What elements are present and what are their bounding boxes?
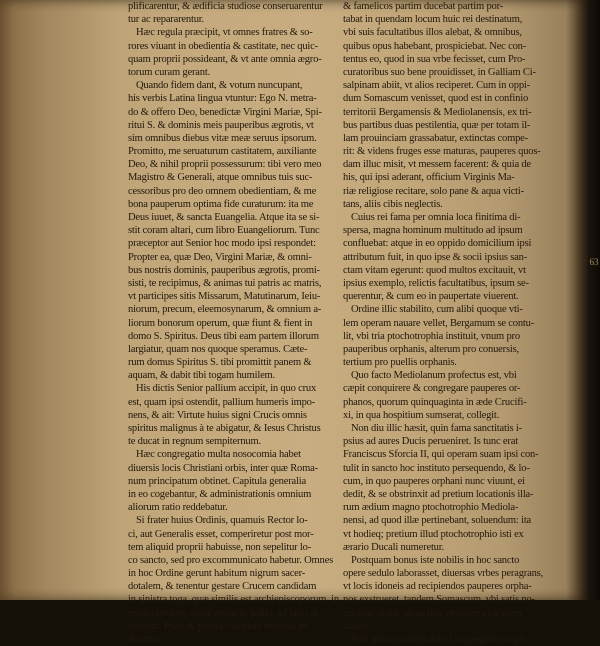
text-line: vt locis idoneis ad recipiendos pauperes orpha- [343, 581, 532, 593]
text-line: lem operam nauare vellet, Bergamum se contu- [343, 317, 535, 329]
text-line: opere sedulo laborasset, diuersas vrbes peragrans, [343, 568, 543, 580]
text-line: quam proprii possideant, & vt ante omnia ægro- [128, 53, 322, 65]
text-line: sim omnibus diebus vitæ meæ seruus ipsorum. [128, 132, 317, 144]
text-line: sisti, te recipimus, & animas tui patris ac matris, [128, 277, 322, 289]
text-line: Non diu illic hæsit, quin fama sanctitatis i- [351, 423, 522, 434]
text-line: liorum bonorum operum, quæ fiunt & fient in [128, 317, 313, 329]
text-line: dam illuc misit, vt messem facerent: & quia de [343, 159, 531, 171]
text-line: his verbis Latina lingua vtuntur: Ego N. metra- [128, 93, 317, 105]
margin-page-number: 63 [589, 257, 599, 267]
text-line: in sinistra toga, quæ similis est archiepiscoporum, in [128, 594, 339, 606]
text-line: ærario Ducali numeretur. [343, 541, 444, 553]
text-line: vbi suis facultatibus illos alebat, & omnibus, [343, 27, 522, 39]
text-line: Hæc regula præcipit, vt omnes fratres & so- [136, 27, 313, 39]
text-line: Promitto, me seruaturum castitatem, auxiliante [128, 146, 317, 158]
text-line: præceptor aut Senior hoc modo ipsi respondet: [128, 238, 316, 250]
text-line: medio pectore, atque etiam in pallio, ad latus si- [128, 607, 321, 619]
left-text-column [128, 0, 343, 646]
text-line: largiatur, quam nos quoque speramus. Cæte- [128, 343, 308, 355]
text-line: dum Somascum venisset, quod est in confinio [343, 93, 529, 105]
text-line: nensi, ad quod illæ pertinebant, soluendum: ita [343, 515, 532, 527]
text-line: niorum, precum, eleemosynarum, & omnium a- [128, 304, 322, 316]
text-line: num principatum obtinet. Capitula generalia [128, 475, 306, 487]
text-line: His dictis Senior pallium accipit, in quo crux [136, 383, 317, 395]
text-line: & famelicos partim ducebat partim por- [343, 1, 504, 12]
text-line: Si frater huius Ordinis, quamuis Rector lo- [136, 515, 308, 527]
text-line: nistrum. Pueri & puellæ cæruleis vestibus in- [128, 620, 310, 632]
text-line: cessoribus pro deo omnem obedientiam, & me [128, 185, 317, 197]
text-line: rores viuant in obedientia & castitate, nec quic- [128, 40, 318, 52]
text-line: nos exstrueret, tandem Somascum, vbi satis no- [343, 594, 535, 606]
text-line: domo S. Spiritus. Deus tibi eam partem illorum [128, 330, 319, 342]
page-edge [588, 0, 600, 600]
text-line: Deo, & nihil proprii possessurum: tibi vero meo [128, 159, 322, 171]
text-line: riæ religiose recitare, solo pane & aqua victi- [343, 185, 524, 197]
text-line: Postquam bonus iste nobilis in hoc sancto [351, 554, 520, 566]
page-stain [0, 0, 120, 600]
text-line: his, qui ipsi aderant, officium Virginis Ma- [343, 172, 515, 184]
text-line: in eo cogebantur, & administrationis omnium [128, 488, 312, 500]
text-line: tertium pro puellis orphanis. [343, 357, 457, 369]
text-line: cæpit conquirere & congregare pauperes or- [343, 383, 521, 395]
text-line: clausit. [343, 620, 372, 632]
text-line: ritui S. & dominis meis pauperibus ægrotis, vt [128, 119, 314, 131]
text-line: attributum fuit, in quo ipse & socii ipsius san- [343, 251, 528, 263]
text-line: bus partibus duas pestilentia, quæ per totam il- [343, 119, 531, 131]
text-line: torum curam gerant. [128, 66, 211, 78]
text-line: ctam vitam egerunt: quod multos excitauit, vt [343, 264, 526, 276]
text-line: rit: & videns fruges esse maturas, pauperes quos- [343, 146, 541, 158]
text-line: spersa, magna hominum multitudo ad ipsum [343, 225, 523, 237]
text-line: curatoribus suo bene prouidisset, in Galliam Ci- [343, 66, 536, 78]
text-line: pauperibus orphanis, alterum pro conuersis, [343, 343, 519, 355]
text-line: tem aliquid proprii habuisse, non sepelitur lo- [128, 541, 312, 553]
text-line: ci, aut Generalis esset, comperiretur post mor- [128, 528, 314, 540]
text-line: tur ac repararentur. [128, 14, 204, 26]
text-line: aliorum ratio reddebatur. [128, 502, 228, 514]
text-line: te ducat in regnum sempiternum. [128, 436, 261, 448]
text-line: vt hodieq; pretium illud ptochotrophio isti ex [343, 528, 524, 540]
text-line: Magistro & Generali, atque omnibus tuis suc- [128, 172, 313, 184]
text-line: quibus opus habebant, prospiciebat. Nec con- [343, 40, 527, 52]
text-line: Deus iuuet, & sancta Euangelia. Atque ita se si- [128, 212, 320, 223]
text-line: plificarentur, & ædificia studiose conseruarentur [128, 1, 323, 12]
text-line: cum, in quo pauperes orphani nunc viuunt, ei [343, 475, 525, 487]
text-line: Franciscus Sforcia II, qui operam suam ipsi con- [343, 449, 539, 461]
text-line: Quando fidem dant, & votum nuncupant, [136, 80, 303, 92]
text-line: Cuius rei fama per omnia loca finitima di- [351, 212, 521, 223]
text-line: lit, vbi tria ptochotrophia instituit, vnum pro [343, 330, 520, 342]
text-line: phanos, quorum quinquaginta in æde Crucifi- [343, 396, 527, 408]
text-line: duuntur. [128, 634, 162, 645]
text-line: psius ad aures Ducis perueniret. Is tunc erat [343, 436, 518, 448]
text-line: do & offero Deo, benedictæ Virgini Mariæ, Spi- [128, 106, 322, 118]
text-line: Post ipsius mortem hæc Congregatio magis [351, 634, 527, 645]
text-line: salpinam abiit, vt alios reciperet. Cum in oppi- [343, 80, 530, 92]
text-line: bus nostris dominis, pauperibus ægrotis, promi- [128, 264, 320, 276]
text-line: co sancto, sed pro excommunicato habetur. Omnes [128, 554, 333, 566]
text-line: spiritus malignus à te abigatur, & Iesus Christus [128, 423, 321, 434]
text-line: tabat in quendam locum huic rei destinatum, [343, 14, 523, 26]
text-line: confluebat: atque in eo oppido domicilium ipsi [343, 238, 532, 250]
text-line: dedit, & se obstrinxit ad pretium locationis illa- [343, 488, 534, 500]
text-line: aquam, & dabit tibi togam humilem. [128, 370, 275, 382]
text-line: bona pauperum optima fide curaturum: ita me [128, 198, 314, 210]
right-text-column [343, 0, 556, 646]
text-line: tans, aliis cibis neglectis. [343, 198, 443, 210]
text-line: tus erat, rediit, atque illic vltimum vitæ diem [343, 607, 522, 619]
text-line: territorii Bergamensis & Mediolanensis, ex tri- [343, 106, 532, 118]
text-line: ipsius exemplo, relictis facultatibus, ipsum se- [343, 277, 529, 289]
text-line: dotalem, & tenentur gestare Crucem candidam [128, 581, 317, 593]
text-line: querentur, & cum eo in paupertate viuerent. [343, 291, 519, 303]
text-line: rum domus Spiritus S. tibi promittit panem & [128, 357, 312, 369]
text-line: Propter ea, quæ Deo, Virgini Mariæ, & omni- [128, 251, 312, 263]
page-gutter-shadow [566, 0, 588, 600]
text-line: diuersis locis Christiani orbis, inter quæ Roma- [128, 462, 318, 474]
text-line: xi, in qua hospitium sumserat, collegit. [343, 409, 500, 421]
text-line: rum ædium magno ptochotrophio Mediola- [343, 502, 519, 514]
text-line: nens, & ait: Virtute huius signi Crucis omnis [128, 409, 307, 421]
text-line: lam prouinciam grassabatur, extinctas compe- [343, 132, 528, 144]
text-line: vt participes sitis Missarum, Matutinarum, Ieiu- [128, 291, 321, 303]
text-line: Hæc congregatio multa nosocomia habet [136, 449, 301, 461]
text-line: in hoc Ordine gerunt habitum nigrum sacer- [128, 568, 306, 580]
text-line: stit coram altari, cum libro Euangeliorum. Tunc [128, 225, 320, 237]
text-line: tulit in sancto hoc instituto persequendo, & lo- [343, 462, 530, 474]
text-line: Quo facto Mediolanum profectus est, vbi [351, 370, 517, 382]
text-line: Ordine illic stabilito, cum alibi quoque vti- [351, 304, 523, 316]
text-line: est, quam ipsi ostendit, pallium humeris impo- [128, 396, 316, 408]
text-line: tentus eo, quod in sua vrbe fecisset, cum Pro- [343, 53, 526, 65]
